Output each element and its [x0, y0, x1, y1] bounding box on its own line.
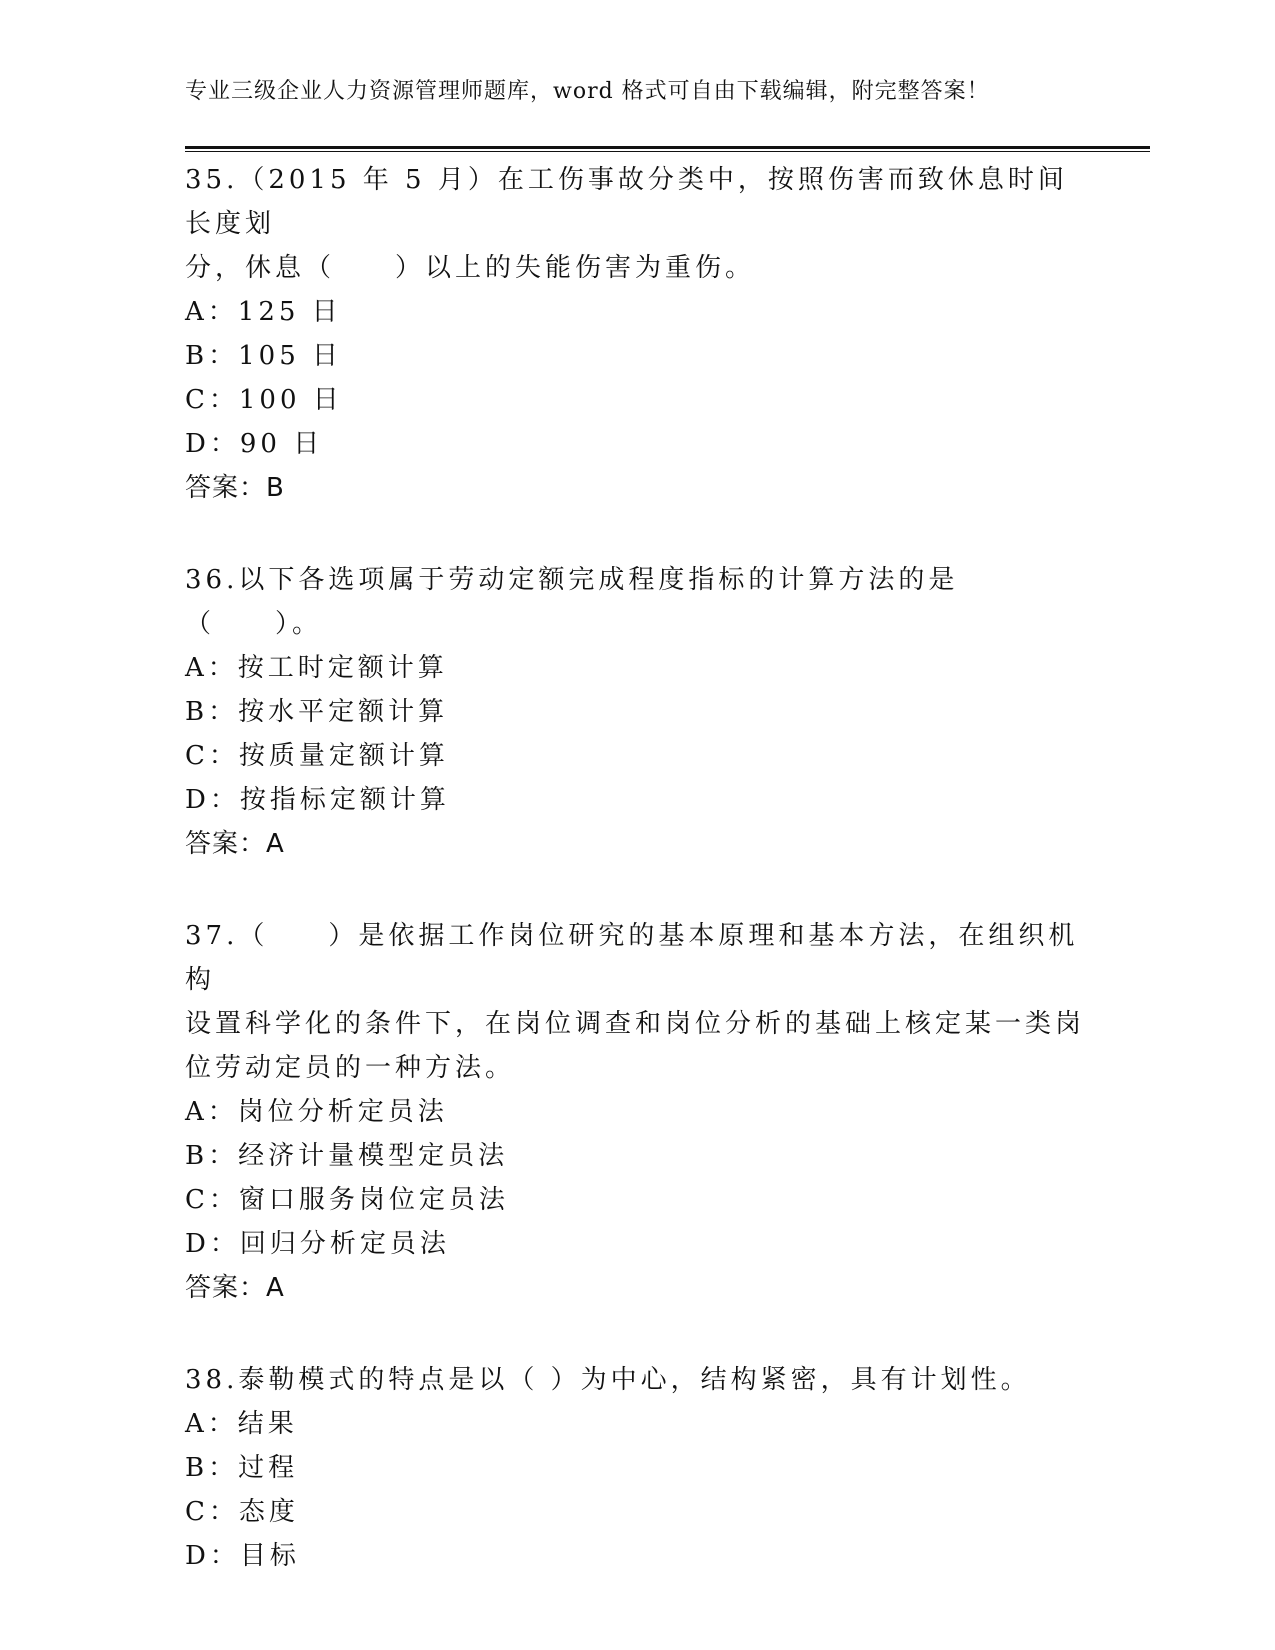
answer: 答案：A — [185, 1273, 285, 1303]
option-b: B：经济计量模型定员法 — [185, 1141, 509, 1171]
question-list — [185, 158, 1085, 1626]
option-b: B：过程 — [185, 1453, 299, 1483]
option-a: A：结果 — [185, 1409, 298, 1439]
option-b: B：105 日 — [185, 341, 342, 371]
question-38 — [185, 1358, 1085, 1578]
option-b: B：按水平定额计算 — [185, 697, 449, 727]
answer: 答案：A — [185, 829, 285, 859]
option-c: C：100 日 — [185, 385, 343, 415]
question-stem-line: 位劳动定员的一种方法。 — [185, 1053, 516, 1083]
answer: 答案：B — [185, 473, 285, 503]
question-37 — [185, 914, 1085, 1310]
question-stem-line: 分，休息（ ）以上的失能伤害为重伤。 — [185, 253, 756, 283]
question-stem-line: 36.以下各选项属于劳动定额完成程度指标的计算方法的是（ ）。 — [185, 565, 959, 639]
option-d: D：按指标定额计算 — [185, 785, 450, 815]
question-36 — [185, 558, 1085, 866]
option-c: C：窗口服务岗位定员法 — [185, 1185, 509, 1215]
question-stem-line: 38.泰勒模式的特点是以（ ）为中心，结构紧密，具有计划性。 — [185, 1365, 1031, 1395]
header-rule-thick — [185, 146, 1150, 149]
option-a: A：125 日 — [185, 297, 342, 327]
option-a: A：岗位分析定员法 — [185, 1097, 448, 1127]
question-35 — [185, 158, 1085, 510]
option-c: C：态度 — [185, 1497, 299, 1527]
option-d: D：目标 — [185, 1541, 300, 1571]
option-c: C：按质量定额计算 — [185, 741, 449, 771]
header-rule-thin — [185, 151, 1150, 152]
option-a: A：按工时定额计算 — [185, 653, 448, 683]
page-header: 专业三级企业人力资源管理师题库，word 格式可自由下载编辑，附完整答案！ — [185, 79, 990, 104]
option-d: D：回归分析定员法 — [185, 1229, 450, 1259]
option-d: D：90 日 — [185, 429, 324, 459]
question-stem-line: 设置科学化的条件下，在岗位调查和岗位分析的基础上核定某一类岗 — [185, 1009, 1086, 1039]
question-stem-line: 37.（ ）是依据工作岗位研究的基本原理和基本方法，在组织机构 — [185, 921, 1079, 995]
question-stem-line: 35.（2015 年 5 月）在工伤事故分类中，按照伤害而致休息时间长度划 — [185, 165, 1068, 239]
